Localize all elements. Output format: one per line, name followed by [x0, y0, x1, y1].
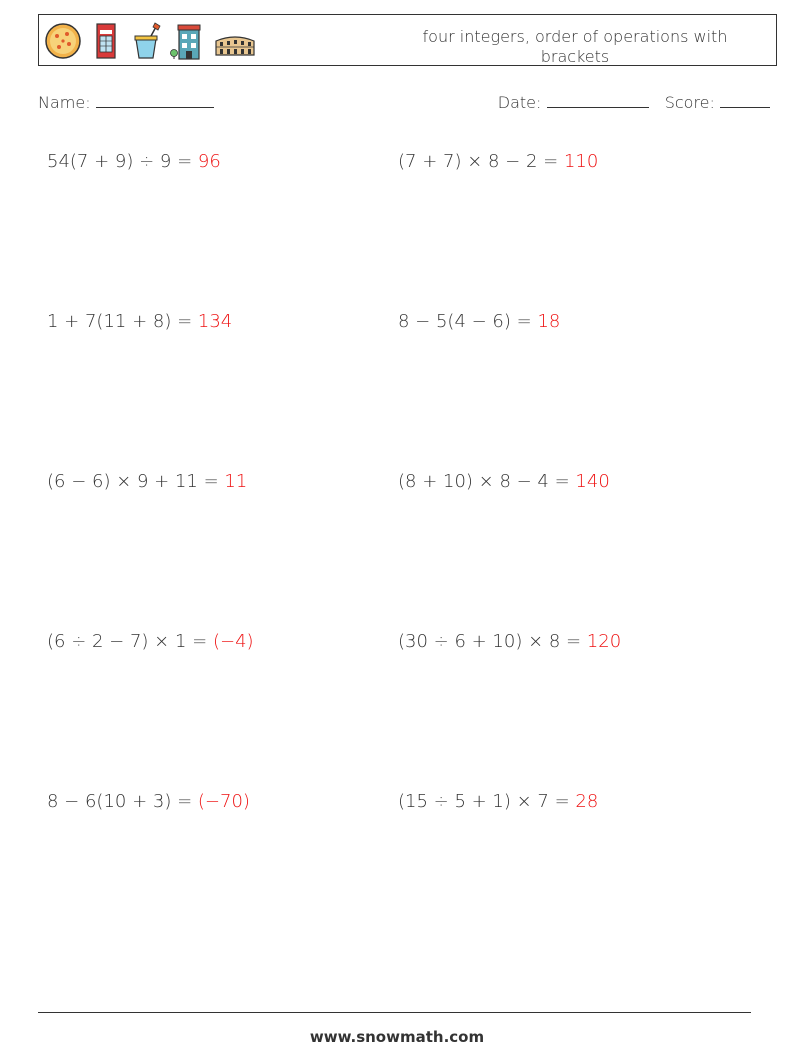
problem-expression: 1 + 7(11 + 8) = [47, 311, 198, 332]
footer-divider [38, 1012, 751, 1013]
problem-8 [398, 631, 621, 652]
problem-answer: (−70) [197, 791, 250, 812]
footer-url[interactable]: www.snowmath.com [309, 1028, 485, 1046]
problem-expression: (15 ÷ 5 + 1) × 7 = [398, 791, 576, 812]
name-line[interactable] [96, 93, 214, 108]
date-score-fields [498, 93, 770, 112]
problem-9 [47, 791, 250, 812]
worksheet-title: four integers, order of operations with brackets [422, 27, 728, 66]
score-line[interactable] [720, 93, 770, 108]
problem-answer: (−4) [212, 631, 254, 652]
problem-expression: (7 + 7) × 8 − 2 = [398, 151, 564, 172]
problem-answer: 11 [224, 471, 248, 492]
score-label: Score: [664, 93, 715, 112]
sand-bucket-icon [129, 21, 163, 61]
problem-expression: 54(7 + 9) ÷ 9 = [47, 151, 198, 172]
pizza-icon [43, 21, 83, 61]
phone-booth-icon [89, 21, 123, 61]
header-icons [43, 21, 257, 61]
problem-7 [47, 631, 254, 652]
header-box [38, 14, 777, 66]
date-label: Date: [497, 93, 542, 112]
problem-answer: 28 [575, 791, 599, 812]
problem-expression: (8 + 10) × 8 − 4 = [398, 471, 576, 492]
name-field [38, 93, 214, 112]
problem-1 [47, 151, 221, 172]
building-icon [169, 21, 207, 61]
problem-answer: 140 [575, 471, 610, 492]
problem-10 [398, 791, 598, 812]
colosseum-icon [213, 21, 257, 61]
problem-expression: (6 − 6) × 9 + 11 = [47, 471, 225, 492]
problem-3 [47, 311, 232, 332]
name-label: Name: [38, 93, 91, 112]
problem-5 [47, 471, 247, 492]
problem-2 [398, 151, 598, 172]
problem-expression: (6 ÷ 2 − 7) × 1 = [47, 631, 213, 652]
problem-answer: 120 [586, 631, 622, 652]
date-line[interactable] [547, 93, 649, 108]
problem-4 [398, 311, 560, 332]
problem-expression: 8 − 6(10 + 3) = [47, 791, 198, 812]
problem-expression: 8 − 5(4 − 6) = [398, 311, 538, 332]
problem-answer: 18 [537, 311, 561, 332]
problem-answer: 134 [197, 311, 233, 332]
problem-6 [398, 471, 610, 492]
problem-answer: 110 [563, 151, 599, 172]
problem-expression: (30 ÷ 6 + 10) × 8 = [398, 631, 587, 652]
problem-answer: 96 [197, 151, 221, 172]
